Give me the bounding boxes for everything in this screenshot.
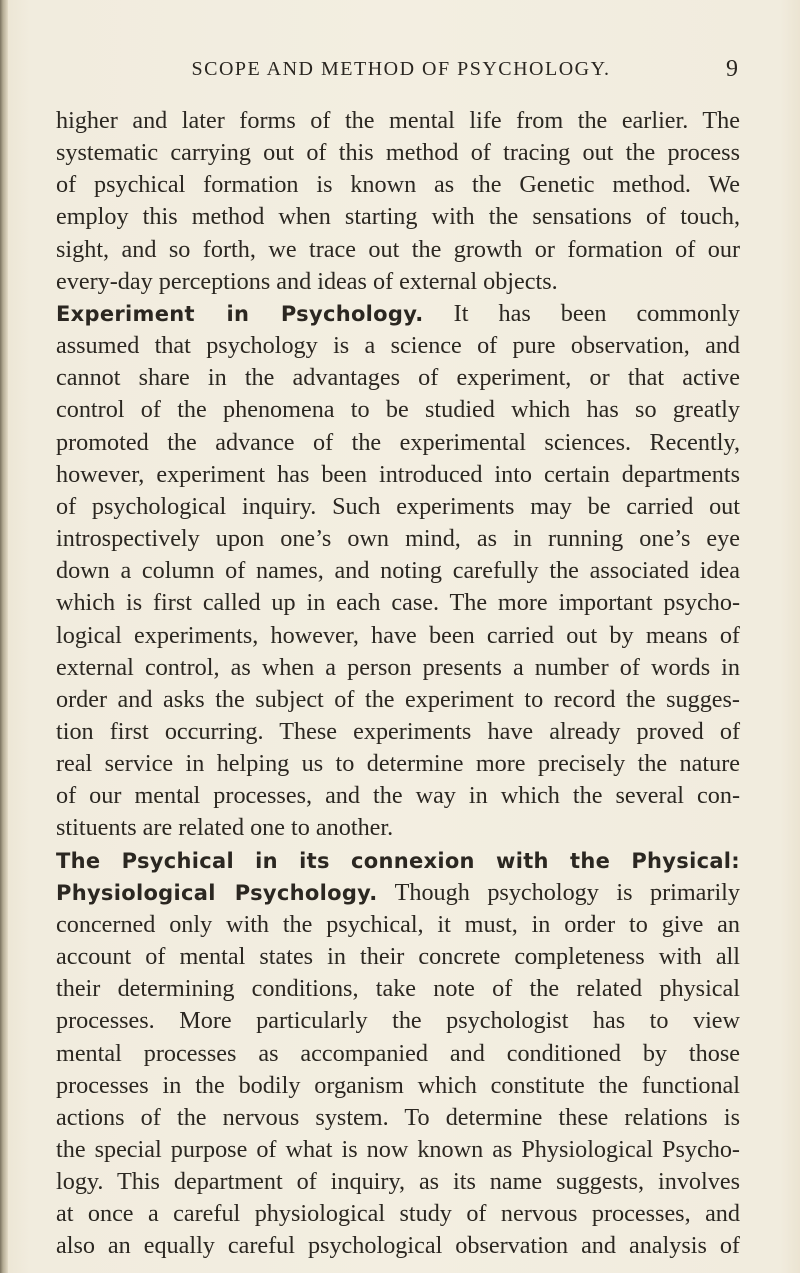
section-heading-physiological-psychology: Physiological Psychology.: [56, 880, 378, 905]
text-line: order and asks the subject of the experiment to record the sugges-: [56, 685, 740, 713]
text-line: logical experiments, however, have been carried out by means of: [56, 621, 740, 649]
section-heading-experiment: Experiment in Psychology.: [56, 301, 424, 326]
text-line: down a column of names, and noting carefully the associated idea: [56, 557, 740, 585]
text-line: systematic carrying out of this method of tracing out the process: [56, 139, 740, 167]
text-line: of psychological inquiry. Such experiments may be carried out: [56, 492, 740, 520]
text-line: [56, 845, 740, 877]
text-line: employ this method when starting with the sensations of touch,: [56, 203, 740, 231]
text-line: introspectively upon one’s own mind, as in running one’s eye: [56, 525, 740, 553]
running-header: [56, 58, 746, 88]
text-line: higher and later forms of the mental life from the earlier. The: [56, 107, 740, 134]
text-line: concerned only with the psychical, it must, in order to give an: [56, 910, 740, 938]
text-run: Though psychology is primarily: [394, 878, 740, 906]
text-line: account of mental states in their concrete completeness with all: [56, 943, 740, 971]
text-line: of our mental processes, and the way in which the several con-: [56, 782, 740, 810]
text-line: [56, 877, 740, 909]
text-line: actions of the nervous system. To determine these relations is: [56, 1103, 740, 1131]
text-line: the special purpose of what is now known as Physiological Psycho-: [56, 1136, 740, 1163]
text-line: every-day perceptions and ideas of external objects.: [56, 267, 558, 295]
text-line: which is first called up in each case. The more important psycho-: [56, 589, 740, 617]
text-line: cannot share in the advantages of experiment, or that active: [56, 364, 740, 392]
text-line: control of the phenomena to be studied which has so greatly: [56, 396, 740, 424]
text-line: sight, and so forth, we trace out the growth or formation of our: [56, 235, 740, 263]
text-line: external control, as when a person presents a number of words in: [56, 653, 740, 681]
text-run: It has been commonly: [453, 299, 740, 327]
text-line: [56, 298, 740, 330]
text-line: however, experiment has been introduced into certain departments: [56, 460, 740, 488]
text-line: mental processes as accompanied and conditioned by those: [56, 1039, 740, 1067]
text-line: assumed that psychology is a science of pure observation, and: [56, 332, 740, 360]
text-line: promoted the advance of the experimental sciences. Recently,: [56, 428, 740, 456]
text-line: stituents are related one to another.: [56, 814, 394, 842]
text-line: processes. More particularly the psychologist has to view: [56, 1007, 740, 1035]
text-line: logy. This department of inquiry, as its name suggests, involves: [56, 1168, 740, 1196]
text-line: also an equally careful psychological observation and analysis of: [56, 1232, 740, 1260]
text-line: tion first occurring. These experiments have already proved of: [56, 717, 740, 745]
text-line: at once a careful physiological study of nervous processes, and: [56, 1200, 740, 1228]
running-title: SCOPE AND METHOD OF PSYCHOLOGY.: [191, 58, 611, 80]
body-text: [56, 105, 740, 1263]
binding-edge: [0, 0, 8, 1273]
section-heading-psychical-physical: The Psychical in its connexion with the Physical:: [56, 848, 740, 873]
page-number: 9: [726, 56, 738, 82]
text-line: processes in the bodily organism which constitute the functional: [56, 1071, 740, 1099]
text-line: real service in helping us to determine more precisely the nature: [56, 750, 740, 778]
text-line: their determining conditions, take note of the related physical: [56, 975, 740, 1003]
text-line: of psychical formation is known as the Genetic method. We: [56, 171, 740, 199]
